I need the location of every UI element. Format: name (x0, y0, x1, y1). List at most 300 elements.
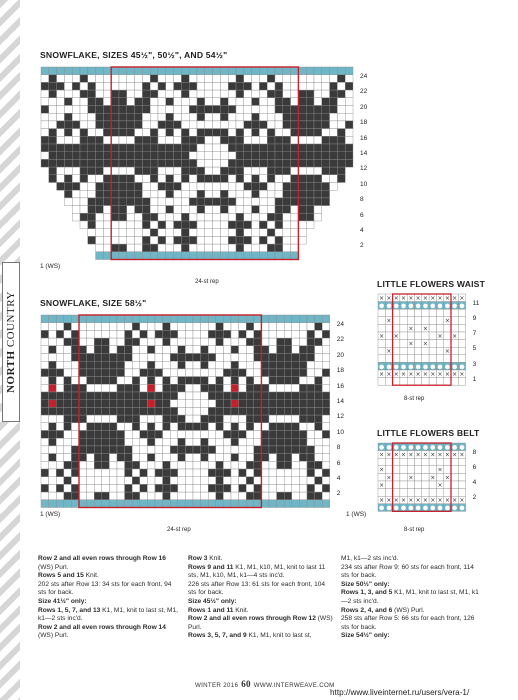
stitch-cell (415, 340, 422, 348)
stitch-cell (299, 469, 307, 477)
stitch-cell (322, 129, 330, 137)
stitch-cell (163, 454, 171, 462)
stitch-cell (94, 384, 102, 392)
stitch-cell (166, 129, 174, 137)
stitch-cell (259, 159, 267, 167)
stitch-cell (283, 229, 291, 237)
stitch-cell (201, 315, 209, 323)
stitch-cell (64, 75, 72, 83)
stitch-cell (150, 252, 158, 260)
stitch-cell (269, 400, 277, 408)
stitch-cell (142, 75, 150, 83)
stitch-cell (315, 323, 323, 331)
stitch-cell (185, 423, 193, 431)
stitch-cell (345, 159, 353, 167)
stitch-cell (41, 369, 49, 377)
stitch-cell (88, 152, 96, 160)
stitch-cell (337, 113, 345, 121)
stitch-cell (259, 82, 267, 90)
stitch-cell (185, 484, 193, 492)
stitch-cell (111, 190, 119, 198)
stitch-symbol: ● (459, 302, 465, 310)
stitch-cell (102, 407, 110, 415)
stitch-cell (315, 423, 323, 431)
stitch-cell (111, 152, 119, 160)
stitch-cell (142, 244, 150, 252)
stitch-cell (64, 144, 72, 152)
stitch-cell (163, 377, 171, 385)
stitch-cell (71, 484, 79, 492)
stitch-cell (193, 500, 201, 508)
stitch-symbol: × (386, 451, 392, 459)
stitch-cell (228, 167, 236, 175)
stitch-cell (56, 492, 64, 500)
stitch-cell (378, 458, 385, 466)
chart-title-flowers-waist: LITTLE FLOWERS WAIST (377, 279, 486, 289)
stitch-symbol: × (401, 294, 407, 302)
stitch-cell (64, 369, 72, 377)
stitch-cell (170, 315, 178, 323)
stitch-cell (71, 323, 79, 331)
stitch-cell (299, 354, 307, 362)
stitch-cell (197, 106, 205, 114)
stitch-cell (436, 317, 443, 325)
stitch-cell (178, 454, 186, 462)
rep-label-a: 24-st rep (195, 279, 219, 285)
stitch-cell (166, 152, 174, 160)
stitch-cell (228, 98, 236, 106)
stitch-cell (322, 198, 330, 206)
ws-label-a: 1 (WS) (40, 263, 61, 270)
stitch-cell (193, 346, 201, 354)
stitch-cell (252, 213, 260, 221)
stitch-cell (132, 477, 140, 485)
stitch-cell (140, 369, 148, 377)
stitch-cell (41, 438, 49, 446)
stitch-cell (393, 473, 400, 481)
stitch-symbol: × (379, 370, 385, 378)
stitch-cell (109, 400, 117, 408)
stitch-cell (246, 477, 254, 485)
stitch-cell (223, 407, 231, 415)
stitch-cell (155, 315, 163, 323)
stitch-cell (458, 340, 465, 348)
stitch-cell (223, 461, 231, 469)
stitch-cell (80, 90, 88, 98)
stitch-cell (111, 98, 119, 106)
stitch-cell (400, 324, 407, 332)
stitch-cell (220, 136, 228, 144)
stitch-cell (56, 461, 64, 469)
stitch-cell (291, 229, 299, 237)
stitch-cell (132, 377, 140, 385)
stitch-cell (127, 129, 135, 137)
stitch-cell (88, 167, 96, 175)
stitch-cell (415, 458, 422, 466)
stitch-cell (49, 175, 57, 183)
stitch-cell (315, 338, 323, 346)
stitch-cell (64, 338, 72, 346)
stitch-cell (71, 338, 79, 346)
stitch-cell (87, 369, 95, 377)
stitch-symbol: ● (408, 504, 414, 512)
stitch-cell (189, 144, 197, 152)
stitch-cell (158, 175, 166, 183)
stitch-cell (239, 369, 247, 377)
stitch-symbol: × (379, 451, 385, 459)
stitch-cell (208, 377, 216, 385)
stitch-cell (155, 369, 163, 377)
stitch-cell (103, 152, 111, 160)
stitch-cell (239, 407, 247, 415)
stitch-cell (57, 82, 65, 90)
stitch-cell (223, 469, 231, 477)
stitch-cell (269, 446, 277, 454)
stitch-symbol: ● (400, 504, 407, 512)
stitch-cell (102, 461, 110, 469)
stitch-cell (103, 159, 111, 167)
stitch-cell (111, 144, 119, 152)
stitch-cell (111, 221, 119, 229)
stitch-symbol: × (393, 370, 399, 378)
stitch-symbol: × (437, 481, 443, 489)
stitch-cell (155, 384, 163, 392)
stitch-cell (197, 144, 205, 152)
stitch-cell (315, 369, 323, 377)
stitch-cell (292, 484, 300, 492)
stitch-cell (111, 159, 119, 167)
stitch-cell (178, 423, 186, 431)
stitch-cell (150, 121, 158, 129)
stitch-cell (345, 136, 353, 144)
stitch-cell (79, 377, 87, 385)
stitch-cell (429, 489, 436, 497)
stitch-cell (94, 500, 102, 508)
stitch-cell (155, 469, 163, 477)
stitch-cell (79, 423, 87, 431)
stitch-cell (283, 67, 291, 75)
stitch-cell (277, 454, 285, 462)
stitch-cell (132, 323, 140, 331)
stitch-cell (205, 236, 213, 244)
stitch-cell (109, 461, 117, 469)
stitch-cell (132, 415, 140, 423)
stitch-cell (111, 82, 119, 90)
stitch-cell (103, 90, 111, 98)
stitch-cell (127, 136, 135, 144)
stitch-cell (220, 252, 228, 260)
stitch-cell (49, 315, 57, 323)
stitch-cell (337, 152, 345, 160)
stitch-cell (41, 75, 49, 83)
stitch-cell (314, 159, 322, 167)
stitch-cell (163, 500, 171, 508)
stitch-cell (109, 500, 117, 508)
stitch-cell (56, 338, 64, 346)
stitch-cell (193, 438, 201, 446)
stitch-cell (181, 190, 189, 198)
stitch-cell (378, 324, 385, 332)
stitch-cell (79, 469, 87, 477)
stitch-cell (239, 323, 247, 331)
stitch-cell (71, 438, 79, 446)
stitch-cell (71, 400, 79, 408)
stitch-cell (231, 477, 239, 485)
stitch-cell (275, 82, 283, 90)
stitch-cell (166, 175, 174, 183)
stitch-cell (246, 384, 254, 392)
stitch-cell (117, 407, 125, 415)
stitch-cell (71, 315, 79, 323)
stitch-cell (102, 423, 110, 431)
stitch-cell (292, 477, 300, 485)
stitch-cell (201, 415, 209, 423)
stitch-cell (306, 129, 314, 137)
stitch-cell (436, 458, 443, 466)
stitch-cell (197, 121, 205, 129)
stitch-cell (306, 82, 314, 90)
row-number: 7 (472, 330, 477, 338)
stitch-cell (163, 438, 171, 446)
stitch-cell (135, 144, 143, 152)
stitch-cell (189, 236, 197, 244)
stitch-cell (119, 190, 127, 198)
chart-title-snowflake-a: SNOWFLAKE, SIZES 45½", 50½", AND 54½" (40, 50, 228, 60)
stitch-symbol: ● (386, 363, 392, 371)
stitch-cell (261, 469, 269, 477)
stitch-cell (299, 438, 307, 446)
stitch-cell (298, 159, 306, 167)
stitch-symbol: × (386, 474, 392, 482)
stitch-cell (314, 67, 322, 75)
stitch-cell (228, 183, 236, 191)
stitch-cell (415, 466, 422, 474)
stitch-cell (283, 75, 291, 83)
stitch-cell (163, 431, 171, 439)
stitch-cell (181, 244, 189, 252)
stitch-cell (322, 113, 330, 121)
stitch-cell (458, 324, 465, 332)
stitch-cell (103, 183, 111, 191)
stitch-cell (56, 438, 64, 446)
stitch-cell (277, 330, 285, 338)
stitch-cell (275, 198, 283, 206)
stitch-cell (170, 323, 178, 331)
stitch-cell (223, 369, 231, 377)
stitch-cell (147, 415, 155, 423)
stitch-cell (189, 152, 197, 160)
stitch-cell (208, 492, 216, 500)
stitch-cell (64, 315, 72, 323)
stitch-cell (111, 167, 119, 175)
stitch-cell (64, 90, 72, 98)
stitch-cell (64, 346, 72, 354)
stitch-cell (189, 244, 197, 252)
stitch-cell (228, 152, 236, 160)
stitch-cell (79, 354, 87, 362)
stitch-cell (94, 361, 102, 369)
stitch-cell (102, 492, 110, 500)
stitch-cell (330, 82, 338, 90)
stitch-cell (254, 438, 262, 446)
stitch-cell (205, 221, 213, 229)
stitch-cell (259, 190, 267, 198)
stitch-cell (298, 152, 306, 160)
stitch-cell (158, 152, 166, 160)
stitch-cell (80, 167, 88, 175)
stitch-symbol: × (379, 466, 385, 474)
stitch-cell (72, 121, 80, 129)
stitch-cell (216, 400, 224, 408)
stitch-cell (80, 213, 88, 221)
stitch-cell (201, 407, 209, 415)
stitch-cell (307, 392, 315, 400)
stitch-cell (178, 354, 186, 362)
stitch-cell (458, 347, 465, 355)
stitch-cell (64, 431, 72, 439)
stitch-cell (201, 323, 209, 331)
stitch-cell (88, 144, 96, 152)
stitch-cell (166, 252, 174, 260)
stitch-cell (174, 152, 182, 160)
stitch-cell (147, 438, 155, 446)
stitch-cell (72, 129, 80, 137)
stitch-cell (135, 90, 143, 98)
stitch-cell (458, 458, 465, 466)
stitch-cell (147, 346, 155, 354)
stitch-cell (64, 392, 72, 400)
stitch-cell (315, 500, 323, 508)
stitch-cell (147, 492, 155, 500)
stitch-cell (102, 315, 110, 323)
stitch-cell (220, 129, 228, 137)
stitch-cell (127, 75, 135, 83)
stitch-cell (102, 346, 110, 354)
stitch-cell (306, 106, 314, 114)
stitch-cell (96, 136, 104, 144)
stitch-cell (244, 221, 252, 229)
stitch-cell (96, 82, 104, 90)
stitch-cell (197, 167, 205, 175)
stitch-cell (315, 492, 323, 500)
stitch-cell (223, 484, 231, 492)
stitch-cell (236, 106, 244, 114)
stitch-cell (96, 67, 104, 75)
stitch-cell (88, 175, 96, 183)
row-number: 8 (472, 448, 477, 456)
stitch-cell (246, 446, 254, 454)
stitch-cell (142, 206, 150, 214)
stitch-cell (64, 190, 72, 198)
stitch-cell (94, 369, 102, 377)
stitch-cell (127, 98, 135, 106)
stitch-cell (155, 484, 163, 492)
stitch-cell (166, 244, 174, 252)
stitch-cell (451, 317, 458, 325)
stitch-symbol: × (386, 348, 392, 356)
stitch-cell (181, 113, 189, 121)
row-number: 11 (472, 299, 480, 307)
stitch-cell (119, 113, 127, 121)
stitch-cell (236, 167, 244, 175)
stitch-cell (102, 415, 110, 423)
stitch-cell (444, 466, 451, 474)
stitch-symbol: ● (422, 443, 429, 451)
stitch-cell (201, 384, 209, 392)
stitch-cell (197, 82, 205, 90)
stitch-cell (216, 492, 224, 500)
stitch-cell (451, 347, 458, 355)
stitch-cell (283, 175, 291, 183)
stitch-cell (125, 384, 133, 392)
stitch-cell (119, 236, 127, 244)
stitch-symbol: × (393, 294, 399, 302)
stitch-cell (158, 190, 166, 198)
stitch-cell (275, 236, 283, 244)
stitch-cell (385, 332, 392, 340)
stitch-cell (96, 183, 104, 191)
stitch-cell (284, 338, 292, 346)
stitch-cell (337, 75, 345, 83)
stitch-cell (246, 492, 254, 500)
stitch-cell (275, 136, 283, 144)
stitch-cell (298, 90, 306, 98)
stitch-cell (94, 431, 102, 439)
stitch-cell (87, 423, 95, 431)
stitch-cell (244, 136, 252, 144)
stitch-cell (315, 431, 323, 439)
stitch-cell (64, 152, 72, 160)
stitch-cell (125, 354, 133, 362)
stitch-cell (220, 144, 228, 152)
stitch-cell (244, 129, 252, 137)
stitch-cell (254, 461, 262, 469)
stitch-cell (213, 175, 221, 183)
stitch-cell (292, 461, 300, 469)
stitch-cell (246, 361, 254, 369)
stitch-symbol: × (408, 325, 414, 333)
stitch-cell (444, 458, 451, 466)
stitch-cell (236, 144, 244, 152)
stitch-cell (166, 90, 174, 98)
stitch-cell (307, 484, 315, 492)
stitch-cell (49, 469, 57, 477)
stitch-cell (64, 500, 72, 508)
stitch-cell (201, 500, 209, 508)
stitch-cell (155, 431, 163, 439)
stitch-cell (208, 423, 216, 431)
stitch-cell (330, 121, 338, 129)
stitch-cell (213, 129, 221, 137)
stitch-cell (49, 423, 57, 431)
stitch-cell (72, 113, 80, 121)
stitch-cell (254, 407, 262, 415)
stitch-cell (223, 423, 231, 431)
stitch-cell (322, 121, 330, 129)
stitch-cell (119, 67, 127, 75)
stitch-cell (87, 431, 95, 439)
stitch-cell (205, 167, 213, 175)
stitch-cell (147, 500, 155, 508)
stitch-cell (72, 183, 80, 191)
stitch-cell (189, 229, 197, 237)
stitch-cell (189, 113, 197, 121)
stitch-cell (88, 221, 96, 229)
stitch-cell (155, 354, 163, 362)
stitch-cell (189, 159, 197, 167)
stitch-cell (127, 175, 135, 183)
row-number: 8 (336, 444, 341, 452)
